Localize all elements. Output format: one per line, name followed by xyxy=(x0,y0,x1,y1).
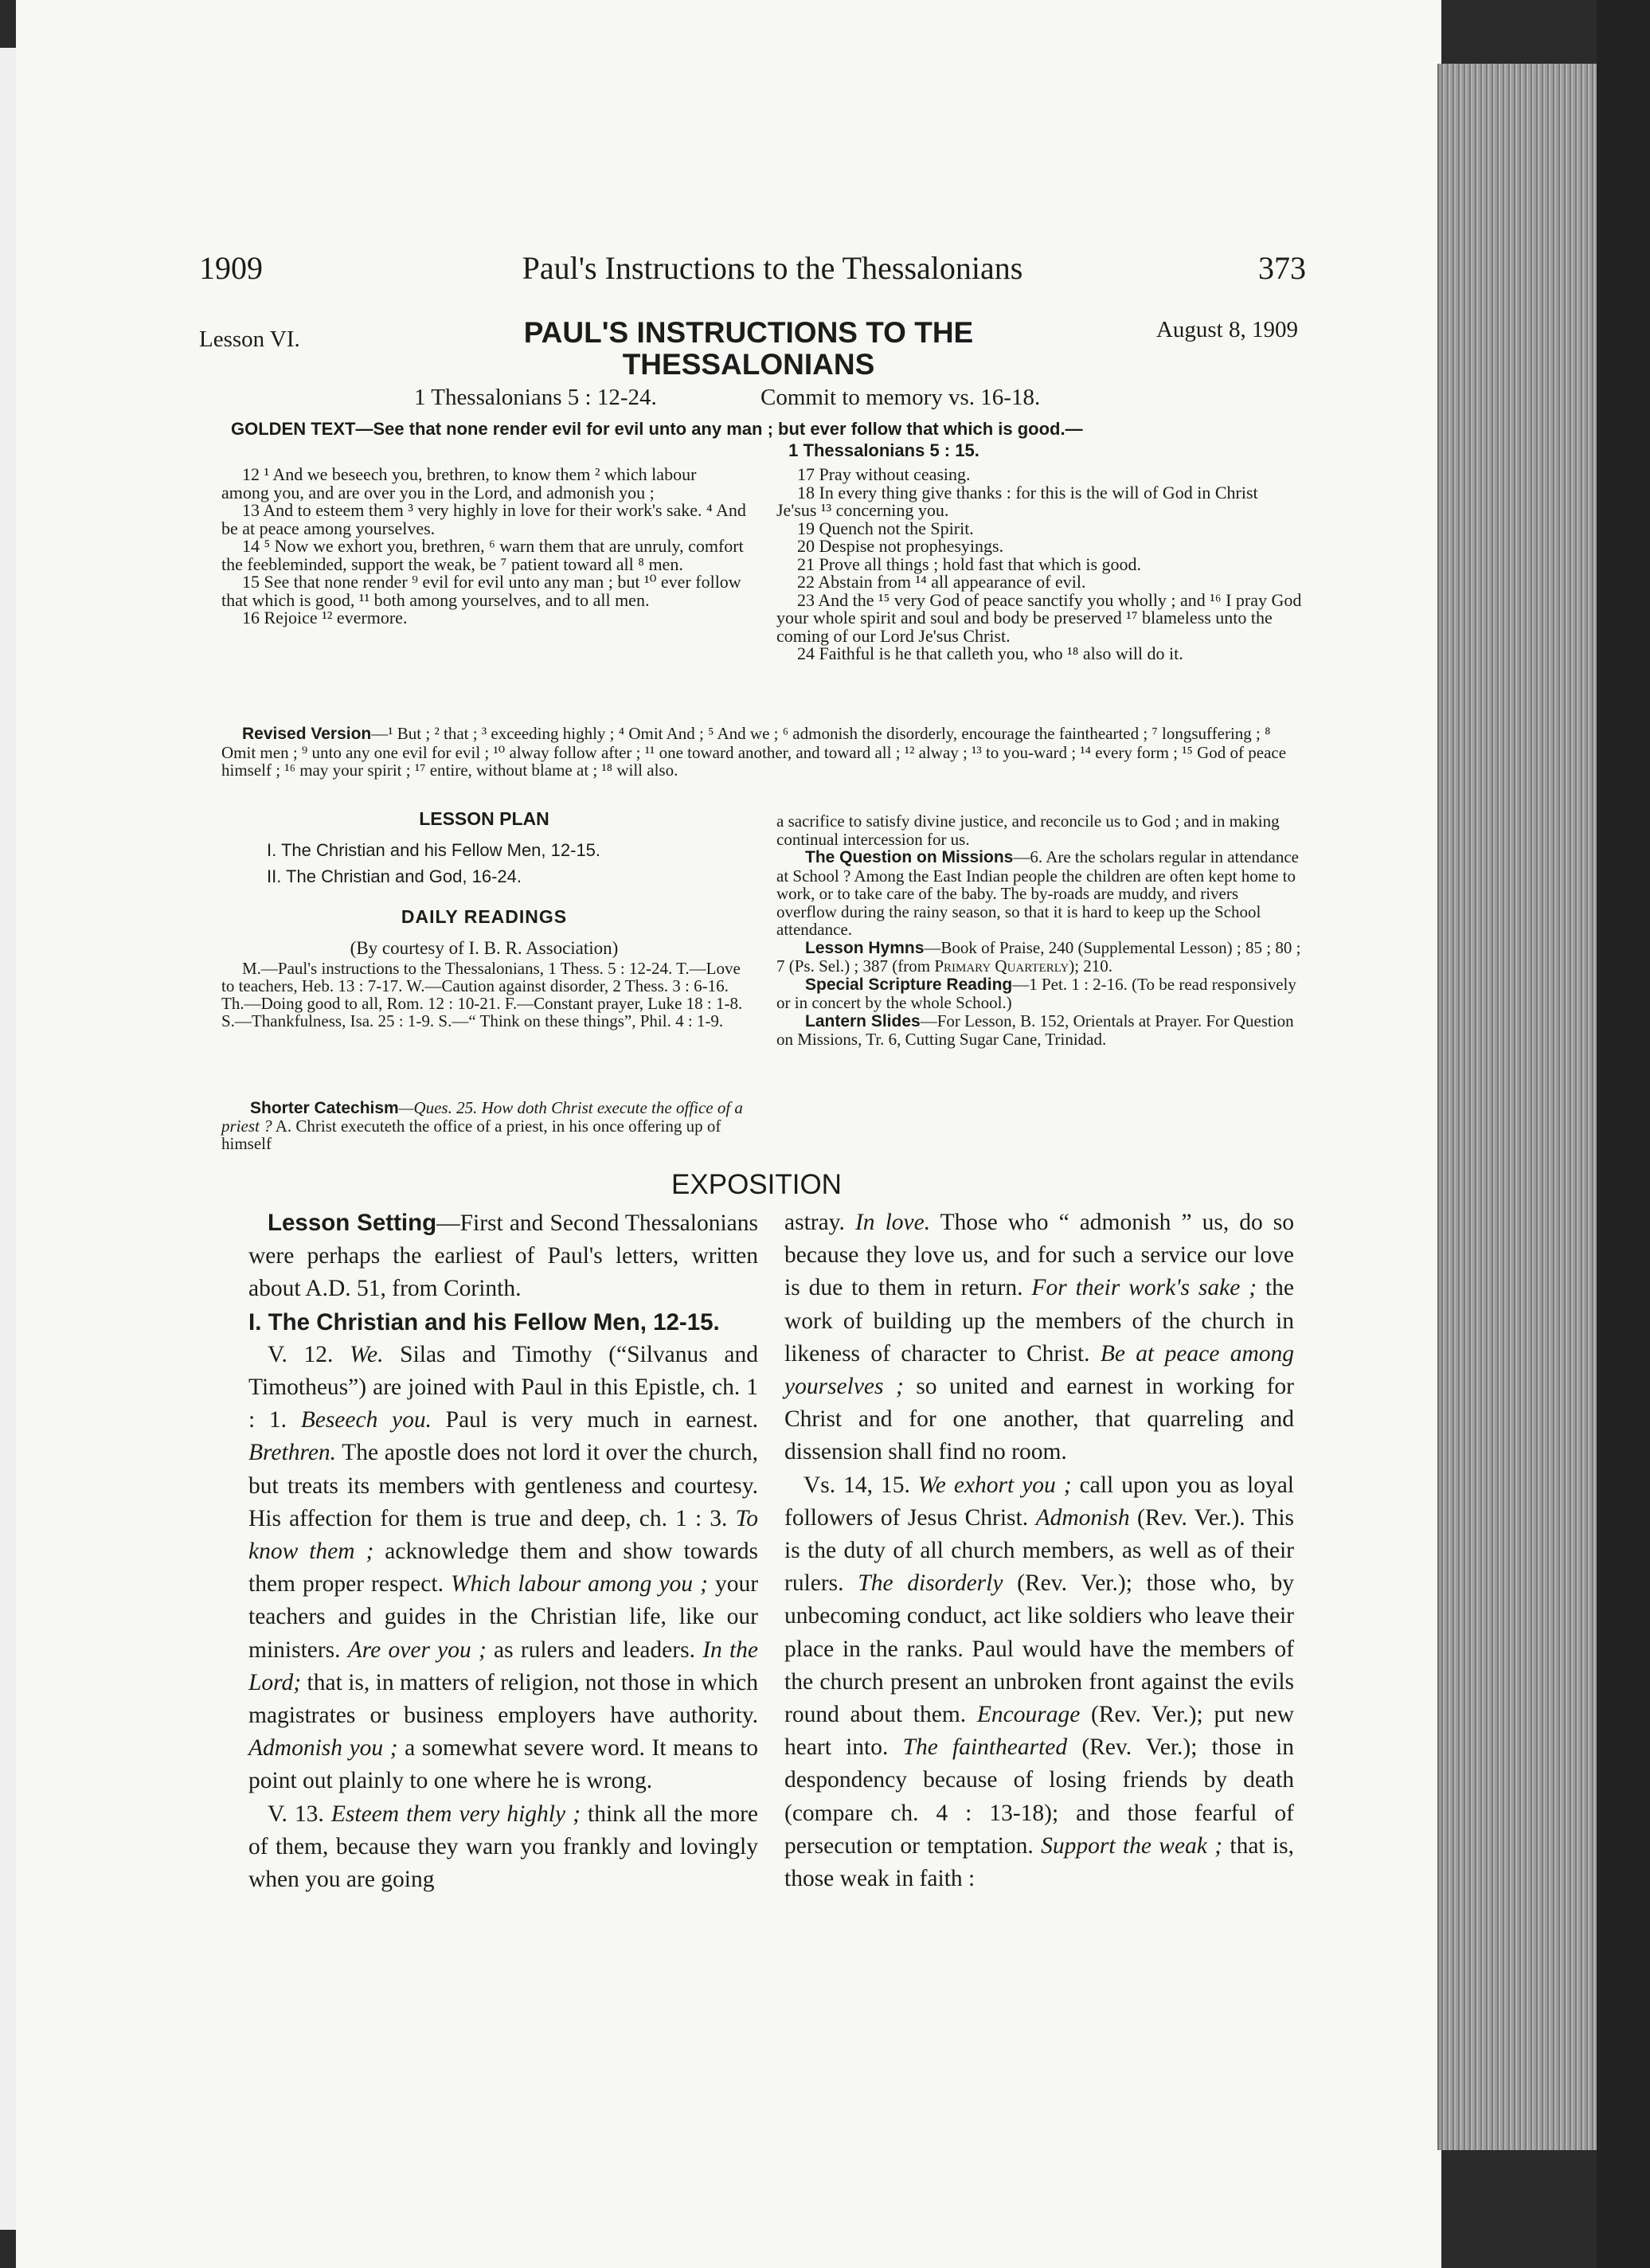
running-head-year: 1909 xyxy=(199,250,263,286)
keyword: To know them ; xyxy=(248,1505,759,1565)
keyword: Support the weak ; xyxy=(1041,1832,1223,1859)
revised-version-text: —¹ But ; ² that ; ³ exceeding highly ; ⁴ Omit And ; ⁵ And we ; ⁶ admonish the disorderly, encourage the fainthearted ; ⁷ longsuffering ; ⁸ Omit men ; ⁹ unto any one evil for evil ; ¹⁰ alway follow after ; ¹¹ one toward another, and toward all ; ¹² alway ; ¹³ to you-ward ; ¹⁴ every form ; ¹⁵ God of peace himself ; ¹⁶ may your spirit ; ¹⁷ entire, without blame at ; ¹⁸ will also. xyxy=(221,724,1287,780)
keyword: Admonish xyxy=(1035,1504,1130,1531)
comment-text: The apostle does not lord it over the church, but treats its members with gentleness and courtesy. His affection for them is true and deep, ch. 1 : 3. xyxy=(248,1440,759,1531)
comment-text: think all the more of them, because they warn you frankly and lovingly when you are going xyxy=(248,1801,758,1893)
scripture-reference: 1 Thessalonians 5 : 12-24. xyxy=(414,385,657,410)
verse-12-comment xyxy=(248,1339,758,1798)
comment-text: Those who “ admonish ” us, do so because they love us, and for such a service our love is due to them in return. xyxy=(784,1210,1295,1301)
verse-ref: Vs. 14, 15. xyxy=(803,1472,910,1498)
lantern-slides-label: Lantern Slides xyxy=(805,1011,921,1030)
page-stack-edge xyxy=(1437,64,1598,2150)
comment-text: call upon you as loyal followers of Jesus Christ. xyxy=(784,1472,1295,1531)
commit-to-memory: Commit to memory vs. 16-18. xyxy=(760,385,1041,410)
hymns-text: —Book of Praise, 240 (Supplemental Lesson) ; 85 ; 80 ; 7 (Ps. Sel.) ; 387 (from xyxy=(776,937,1301,976)
left-page-edge xyxy=(0,48,16,2230)
daily-readings-courtesy: (By courtesy of I. B. R. Association) xyxy=(350,938,619,958)
keyword: Brethren. xyxy=(248,1440,337,1466)
verse: 15 See that none render ⁹ evil for evil unto any man ; but ¹⁰ ever follow that which is good, ¹¹ both among yourselves, and to all men. xyxy=(221,572,741,610)
daily-readings-body xyxy=(221,960,747,1030)
missions-note xyxy=(776,848,1302,939)
exposition-heading: EXPOSITION xyxy=(671,1169,842,1200)
comment-text: (Rev. Ver.); those who, by unbecoming conduct, act like soldiers who leave their place in the ranks. Paul would have the members of the church present an unbroken front against the evils round about them. xyxy=(784,1570,1295,1728)
comment-text: so united and earnest in working for Christ and for one another, that quarreling and dissension shall find no room. xyxy=(784,1374,1295,1465)
verse-13-comment xyxy=(248,1798,758,1897)
lantern-slides-note xyxy=(776,1012,1302,1049)
comment-text: as rulers and leaders. xyxy=(494,1636,695,1663)
verse: 20 Despise not prophesyings. xyxy=(797,536,1004,556)
keyword: We. xyxy=(350,1341,384,1367)
verse: 16 Rejoice ¹² evermore. xyxy=(242,608,408,628)
verse: 19 Quench not the Spirit. xyxy=(797,518,974,538)
missions-text: —6. Are the scholars regular in attendance at School ? Among the East Indian people the children are often kept home to work, or to take care of the baby. The by-roads are muddy, and rivers overflow during the rainy season, so that it is hard to keep up the School attendance. xyxy=(776,847,1299,939)
keyword: The disorderly xyxy=(858,1570,1003,1597)
running-head-title: Paul's Instructions to the Thessalonians xyxy=(522,250,1023,286)
exposition-left-column xyxy=(248,1206,758,1896)
golden-text-ref: 1 Thessalonians 5 : 15. xyxy=(788,440,979,460)
verse: 23 And the ¹⁵ very God of peace sanctify you wholly ; and ¹⁶ I pray God your whole spirit and soul and body be preserved ¹⁷ blameless unto the coming of our Lord Je'sus Christ. xyxy=(776,589,1302,646)
section-heading: I. The Christian and his Fellow Men, 12-15. xyxy=(248,1308,720,1335)
comment-text: Paul is very much in earnest. xyxy=(445,1407,759,1433)
right-notes-column xyxy=(776,812,1302,1049)
catechism-question: How doth Christ execute the office of a priest ? xyxy=(221,1098,743,1136)
lesson-plan-item: I. The Christian and his Fellow Men, 12-15. xyxy=(267,840,601,860)
shorter-catechism xyxy=(221,1099,747,1152)
verses-right-column xyxy=(776,466,1302,663)
hymns-quarterly: Primary Quarterly xyxy=(934,956,1069,976)
keyword: For their work's sake ; xyxy=(1031,1275,1257,1301)
comment-text: Silas and Timothy (“Silvanus and Timotheus”) are joined with Paul in this Epistle, ch. 1 : 1. xyxy=(248,1341,759,1433)
keyword: Admonish you ; xyxy=(248,1735,398,1762)
verse-13-comment-cont xyxy=(784,1206,1294,1469)
verses-left-column xyxy=(221,466,747,628)
catechism-answer: A. Christ executeth the office of a priest, in his once offering up of himself xyxy=(221,1116,721,1153)
keyword: Be at peace among yourselves ; xyxy=(784,1340,1294,1400)
comment-text: (Rev. Ver.); put new heart into. xyxy=(784,1702,1294,1761)
comment-text: (Rev. Ver.); those in despondency because of losing friends by death (compare ch. 4 : 13-18); and those fearful of persecution or temptation. xyxy=(784,1734,1294,1859)
golden-text xyxy=(231,418,1298,461)
verse: 17 Pray without ceasing. xyxy=(797,464,971,484)
running-head xyxy=(191,249,1306,297)
comment-text: a somewhat severe word. It means to point out plainly to one where he is wrong. xyxy=(248,1735,758,1794)
comment-text: your teachers and guides in the Christian life, like our ministers. xyxy=(248,1571,759,1663)
lesson-plan-item: II. The Christian and God, 16-24. xyxy=(267,866,522,886)
daily-readings-title: DAILY READINGS xyxy=(401,906,568,927)
verse: 24 Faithful is he that calleth you, who ¹⁸ also will do it. xyxy=(797,643,1183,663)
scripture-reading-note xyxy=(776,976,1302,1012)
keyword: Esteem them very highly ; xyxy=(330,1801,581,1827)
scripture-reading-text: —1 Pet. 1 : 2-16. (To be read responsively or in concert by the whole School.) xyxy=(776,974,1296,1012)
keyword: Encourage xyxy=(976,1702,1081,1728)
lesson-plan-title: LESSON PLAN xyxy=(419,808,549,829)
comment-text: that is, in matters of religion, not those in which magistrates or business employers have authority. xyxy=(248,1669,759,1729)
lesson-setting-label: Lesson Setting xyxy=(268,1210,437,1236)
lesson-setting-text: —First and Second Thessalonians were perhaps the earliest of Paul's letters, written about A.D. 51, from Corinth. xyxy=(248,1210,758,1302)
verse: 14 ⁵ Now we exhort you, brethren, ⁶ warn them that are unruly, comfort the feebleminded, support the weak, be ⁷ patient toward all ⁸ men. xyxy=(221,536,744,574)
verse: 13 And to esteem them ³ very highly in love for their work's sake. ⁴ And be at peace among yourselves. xyxy=(221,500,746,538)
daily-readings-text: M.—Paul's instructions to the Thessalonians, 1 Thess. 5 : 12-24. T.—Love to teachers, Heb. 13 : 7-17. W.—Caution against disorder, 2 Thess. 3 : 6-16. Th.—Doing good to all, Rom. 12 : 10-21. F.—Constant prayer, Luke 18 : 1-8. S.—Thankfulness, Isa. 25 : 1-9. S.—“ Think on these things”, Phil. 4 : 1-9. xyxy=(221,959,743,1030)
missions-label: The Question on Missions xyxy=(805,848,1014,866)
verse: 22 Abstain from ¹⁴ all appearance of evil. xyxy=(797,572,1086,592)
keyword: Which labour among you ; xyxy=(451,1571,708,1597)
keyword: Beseech you. xyxy=(300,1407,432,1433)
page-number: 373 xyxy=(1258,250,1306,286)
comment-text: the work of building up the members of the church in likeness of character to Christ. xyxy=(784,1275,1295,1367)
lesson-number: Lesson VI. xyxy=(199,327,300,352)
lesson-date: August 8, 1909 xyxy=(1155,317,1298,342)
hymns-note xyxy=(776,939,1302,976)
keyword: In the Lord; xyxy=(248,1636,759,1695)
keyword: We exhort you ; xyxy=(917,1472,1072,1498)
verse: 18 In every thing give thanks : for this is the will of God in Christ Je'sus ¹³ concerning you. xyxy=(776,482,1258,520)
revised-version-note xyxy=(221,725,1304,780)
lantern-slides-text: —For Lesson, B. 152, Orientals at Prayer. For Question on Missions, Tr. 6, Cutting Sugar Cane, Trinidad. xyxy=(776,1011,1294,1049)
keyword: Are over you ; xyxy=(347,1636,487,1663)
lesson-title: PAUL'S INSTRUCTIONS TO THE THESSALONIANS xyxy=(523,316,974,381)
comment-text: astray. xyxy=(784,1210,845,1235)
comment-text: acknowledge them and show towards them proper respect. xyxy=(248,1539,758,1597)
lesson-setting xyxy=(248,1206,758,1306)
scripture-reading-label: Special Scripture Reading xyxy=(805,975,1013,994)
verse: 21 Prove all things ; hold fast that which is good. xyxy=(797,553,1142,574)
keyword: In love. xyxy=(854,1210,931,1235)
exposition-right-column xyxy=(784,1206,1294,1895)
verse-ref: V. 13. xyxy=(268,1801,324,1827)
revised-version-label: Revised Version xyxy=(242,725,372,743)
verses-14-15-comment xyxy=(784,1469,1294,1896)
keyword: The fainthearted xyxy=(902,1734,1068,1761)
background-shadow xyxy=(1597,0,1650,2268)
catechism-ques: —Ques. 25. xyxy=(398,1098,478,1117)
comment-text: that is, those weak in faith : xyxy=(784,1832,1295,1892)
golden-text-body: GOLDEN TEXT—See that none render evil for evil unto any man ; but ever follow that which is good.— xyxy=(231,419,1083,439)
catechism-continued: a sacrifice to satisfy divine justice, and reconcile us to God ; and in making continual intercession for us. xyxy=(776,811,1280,849)
catechism-label: Shorter Catechism xyxy=(250,1099,399,1117)
hymns-end: ); 210. xyxy=(1069,956,1113,976)
verse-ref: V. 12. xyxy=(268,1341,334,1367)
comment-text: (Rev. Ver.). This is the duty of all church members, as well as of their rulers. xyxy=(784,1504,1295,1597)
verse: 12 ¹ And we beseech you, brethren, to know them ² which labour among you, and are over you in the Lord, and admonish you ; xyxy=(221,464,697,502)
hymns-label: Lesson Hymns xyxy=(805,938,925,957)
